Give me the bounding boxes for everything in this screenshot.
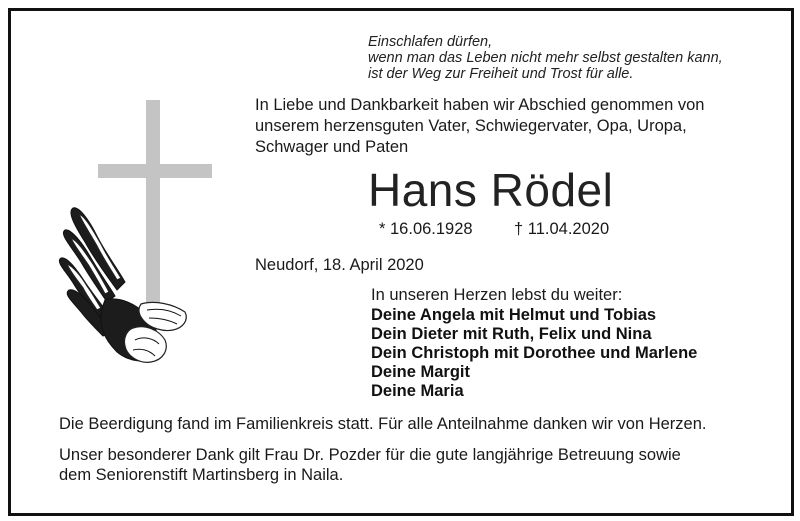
death-date: † 11.04.2020 [514, 220, 610, 238]
mourner-item: Dein Christoph mit Dorothee und Marlene [371, 344, 698, 362]
mourner-item: Deine Angela mit Helmut und Tobias [371, 306, 657, 324]
quote-block [368, 34, 723, 82]
mourner-item: Deine Margit [371, 363, 471, 381]
mourner-item: Deine Maria [371, 382, 464, 400]
thanks-line: Unser besonderer Dank gilt Frau Dr. Pozder für die gute langjährige Betreuung sowie [59, 446, 681, 464]
praying-hands-icon [55, 200, 190, 365]
mourner-item: Dein Dieter mit Ruth, Felix und Nina [371, 325, 652, 343]
intro-line: In Liebe und Dankbarkeit haben wir Abschied genommen von [255, 96, 705, 114]
funeral-note: Die Beerdigung fand im Familienkreis statt. Für alle Anteilnahme danken wir von Herzen. [59, 415, 707, 433]
deceased-name: Hans Rödel [368, 164, 614, 216]
thanks-line: dem Seniorenstift Martinsberg in Naila. [59, 466, 344, 484]
hearts-line: In unseren Herzen lebst du weiter: [371, 286, 623, 304]
quote-line: Einschlafen dürfen, [368, 34, 493, 50]
mourners-list [371, 306, 697, 401]
quote-line: ist der Weg zur Freiheit und Trost für alle. [368, 66, 634, 82]
intro-text [255, 95, 704, 158]
intro-line: Schwager und Paten [255, 138, 409, 156]
quote-line: wenn man das Leben nicht mehr selbst gestalten kann, [368, 50, 723, 66]
intro-line: unserem herzensguten Vater, Schwiegervater, Opa, Uropa, [255, 117, 687, 135]
special-thanks [59, 445, 681, 485]
birth-date: * 16.06.1928 [379, 220, 473, 238]
place-and-date: Neudorf, 18. April 2020 [255, 256, 424, 274]
